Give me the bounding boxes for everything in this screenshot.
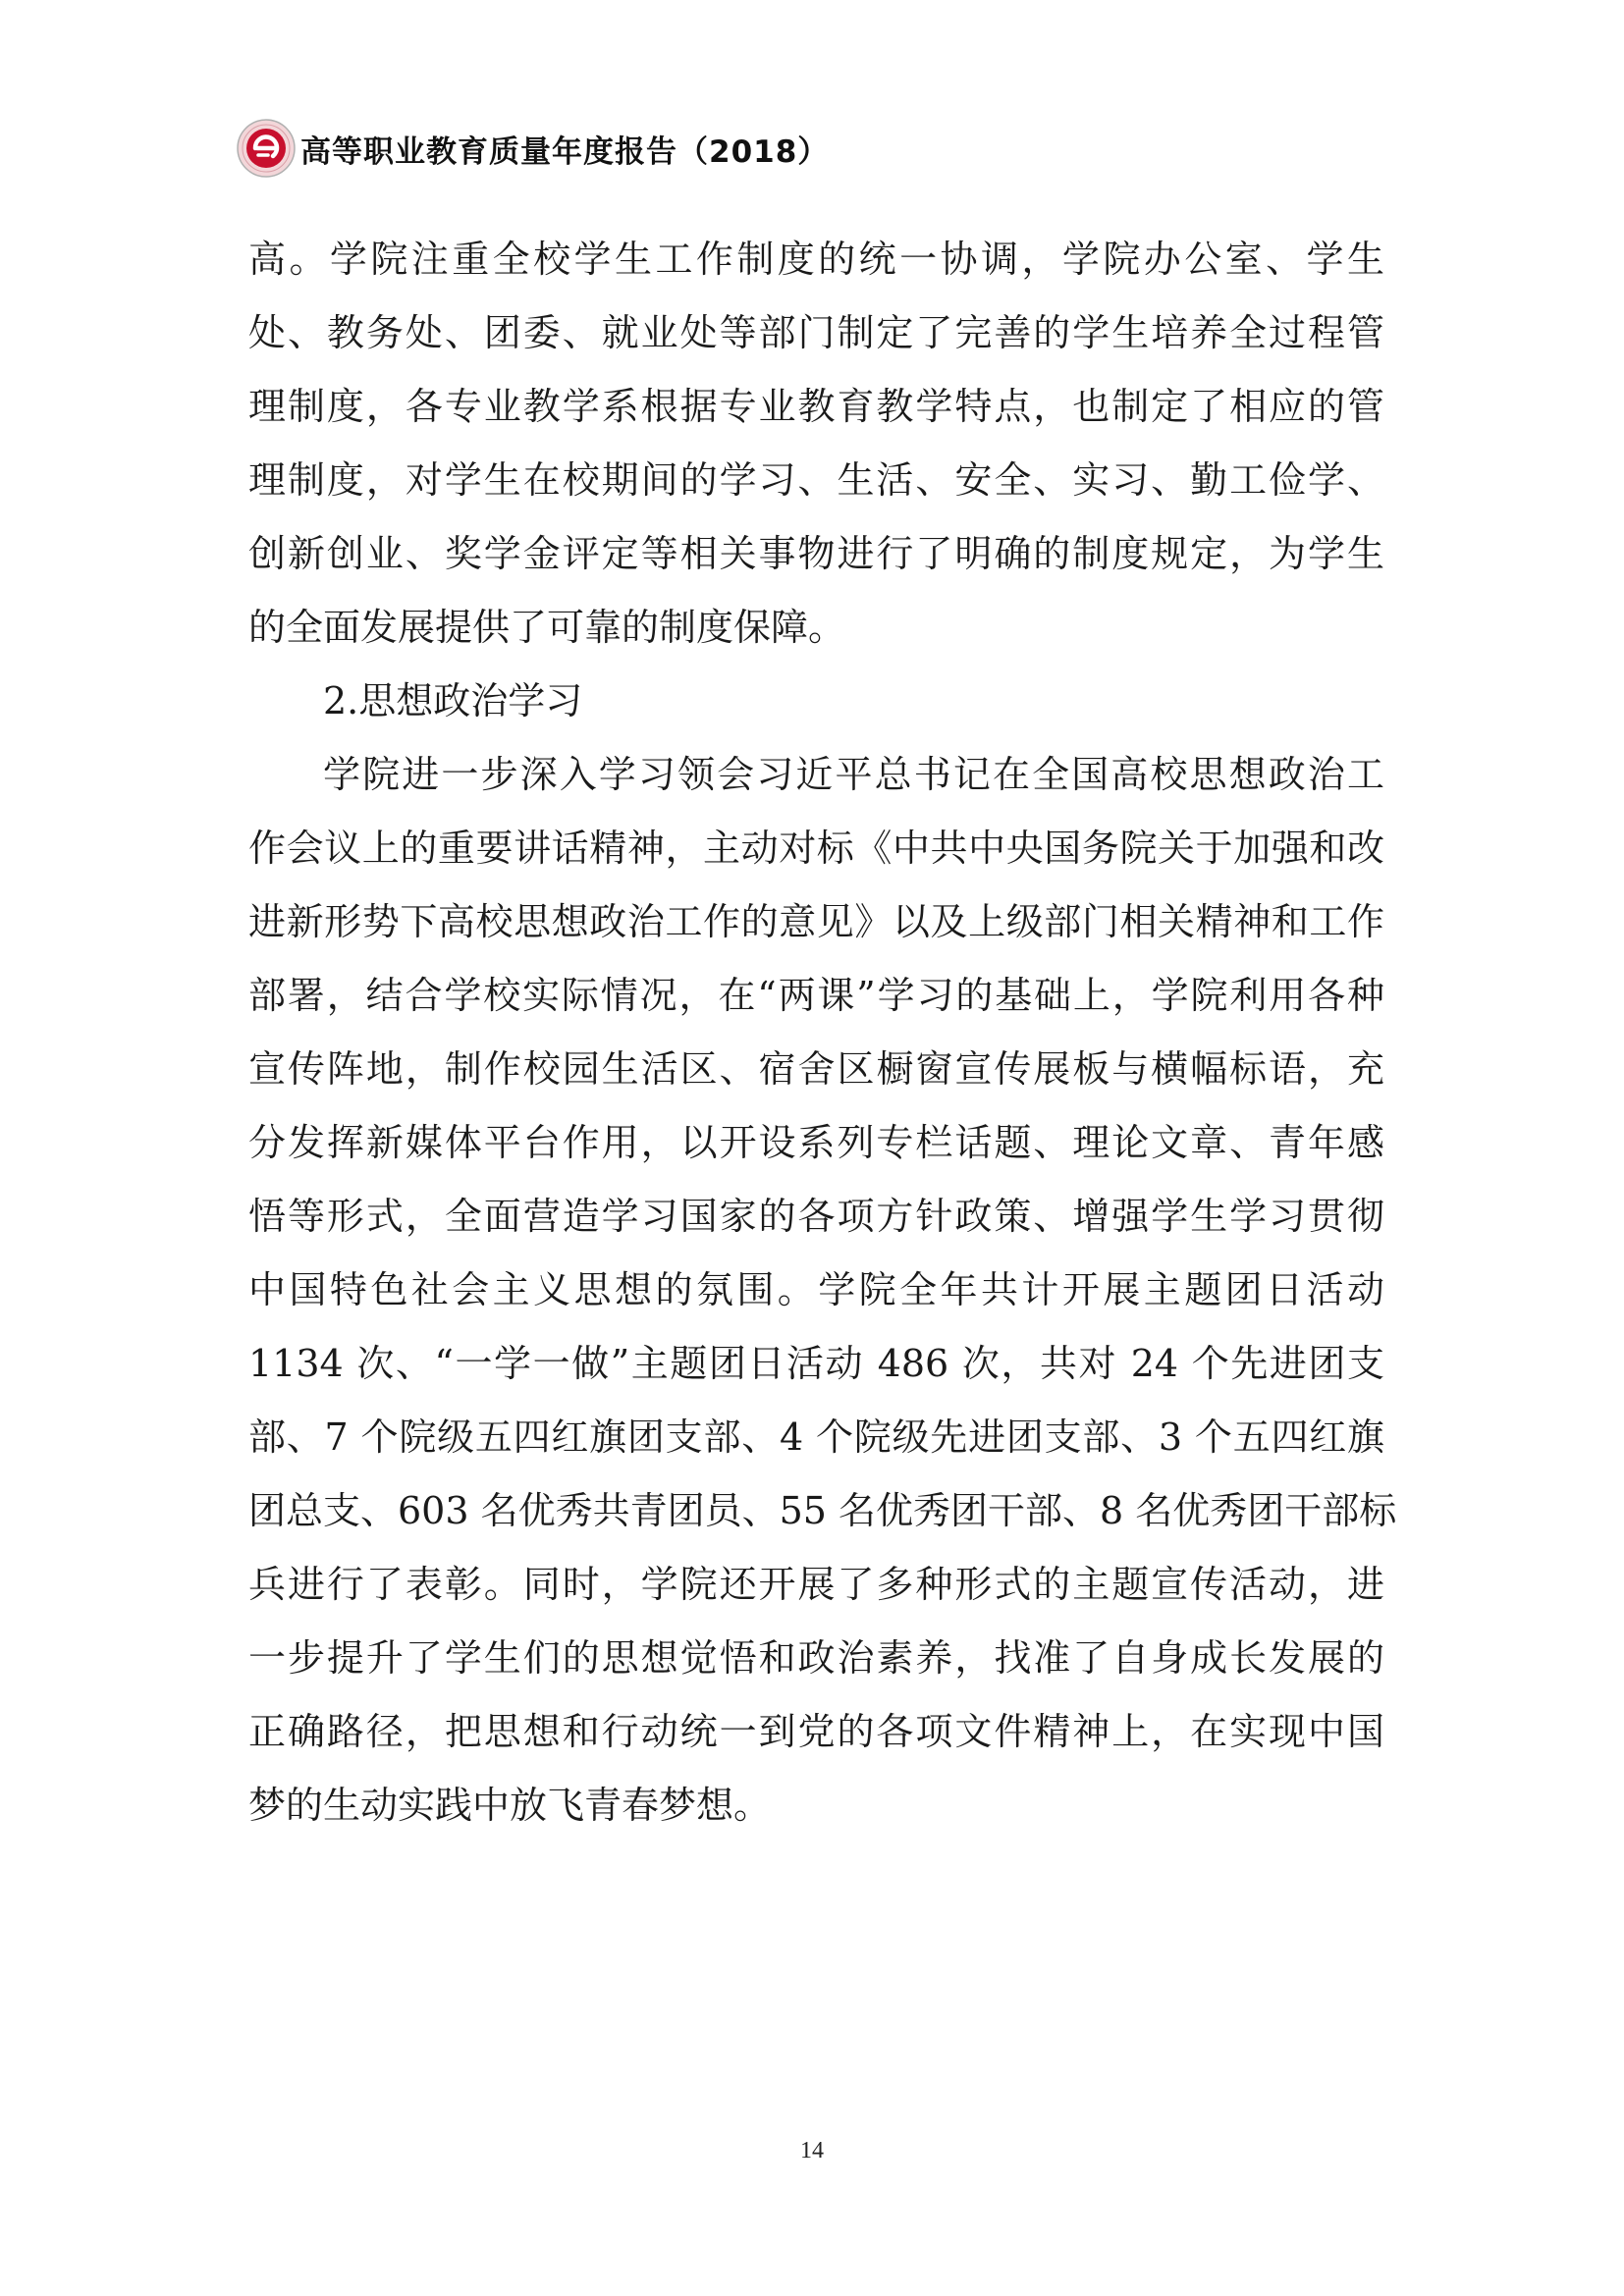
text-line: 一步提升了学生们的思想觉悟和政治素养，找准了自身成长发展的 xyxy=(248,1636,1384,1680)
school-emblem-icon xyxy=(236,118,297,179)
text-line: 团总支、603 名优秀共青团员、55 名优秀团干部、8 名优秀团干部标 xyxy=(248,1489,1397,1532)
text-line: 创新创业、奖学金评定等相关事物进行了明确的制度规定，为学生 xyxy=(248,532,1384,575)
paragraph-ideological-study xyxy=(248,738,1397,1842)
text-line: 兵进行了表彰。同时，学院还开展了多种形式的主题宣传活动，进 xyxy=(248,1563,1384,1606)
text-line: 理制度，对学生在校期间的学习、生活、安全、实习、勤工俭学、 xyxy=(248,458,1384,502)
text-line: 梦的生动实践中放飞青春梦想。 xyxy=(248,1784,772,1827)
text-line: 高。学院注重全校学生工作制度的统一协调，学院办公室、学生 xyxy=(248,238,1384,281)
section-heading: 2.思想政治学习 xyxy=(323,679,583,722)
text-line: 部、7 个院级五四红旗团支部、4 个院级先进团支部、3 个五四红旗 xyxy=(248,1415,1384,1459)
text-line: 中国特色社会主义思想的氛围。学院全年共计开展主题团日活动 xyxy=(248,1268,1384,1311)
text-line: 学院进一步深入学习领会习近平总书记在全国高校思想政治工 xyxy=(323,753,1384,796)
text-line: 正确路径，把思想和行动统一到党的各项文件精神上，在实现中国 xyxy=(248,1710,1384,1753)
page-number: 14 xyxy=(800,2138,824,2163)
text-line: 悟等形式，全面营造学习国家的各项方针政策、增强学生学习贯彻 xyxy=(248,1195,1384,1238)
text-line: 的全面发展提供了可靠的制度保障。 xyxy=(248,606,846,649)
text-line: 部署，结合学校实际情况，在“两课”学习的基础上，学院利用各种 xyxy=(248,974,1384,1017)
text-line: 理制度，各专业教学系根据专业教育教学特点，也制定了相应的管 xyxy=(248,385,1384,428)
text-line: 进新形势下高校思想政治工作的意见》以及上级部门相关精神和工作 xyxy=(248,900,1384,943)
text-line: 宣传阵地，制作校园生活区、宿舍区橱窗宣传展板与横幅标语，充 xyxy=(248,1047,1384,1091)
text-line: 作会议上的重要讲话精神，主动对标《中共中央国务院关于加强和改 xyxy=(248,827,1384,870)
text-line: 1134 次、“一学一做”主题团日活动 486 次，共对 24 个先进团支 xyxy=(248,1342,1384,1385)
text-line: 分发挥新媒体平台作用，以开设系列专栏话题、理论文章、青年感 xyxy=(248,1121,1384,1164)
page-header xyxy=(236,114,1394,183)
document-body xyxy=(248,223,1397,1842)
paragraph-student-management xyxy=(248,223,1384,665)
report-title: 高等职业教育质量年度报告（2018） xyxy=(300,133,830,170)
text-line: 处、教务处、团委、就业处等部门制定了完善的学生培养全过程管 xyxy=(248,311,1384,354)
